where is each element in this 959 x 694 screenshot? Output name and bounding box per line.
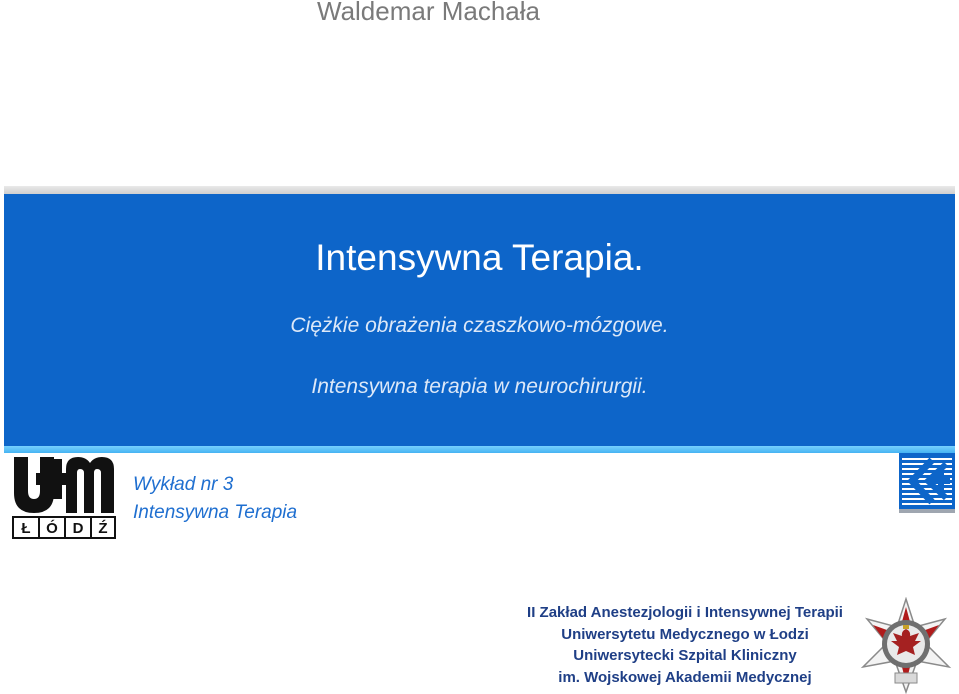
lecture-info bbox=[133, 471, 297, 527]
lecture-topic: Intensywna Terapia bbox=[133, 502, 298, 523]
lecture-number: Wykład nr 3 bbox=[133, 474, 234, 495]
wam-medal-icon bbox=[857, 597, 955, 694]
banner-bottom-strip bbox=[4, 446, 955, 453]
department-line-3: Uniwersytecki Szpital Kliniczny bbox=[573, 647, 797, 664]
logo-letter-2: Ó bbox=[46, 520, 58, 537]
logo-letter-3: D bbox=[72, 520, 84, 537]
hospital-logo-icon bbox=[898, 452, 956, 514]
department-info bbox=[470, 602, 900, 688]
slide-subtitle-1: Ciężkie obrażenia czaszkowo-mózgowe. bbox=[290, 314, 669, 337]
um-lodz-logo bbox=[12, 455, 116, 539]
slide-subtitle-2: Intensywna terapia w neurochirurgii. bbox=[311, 375, 648, 398]
department-line-2: Uniwersytetu Medycznego w Łodzi bbox=[561, 625, 809, 643]
banner-top-strip bbox=[4, 186, 955, 194]
logo-letter-4: Ź bbox=[98, 520, 108, 537]
logo-letter-1: Ł bbox=[21, 520, 31, 537]
title-banner bbox=[4, 194, 955, 446]
department-line-4: im. Wojskowej Akademii Medycznej bbox=[558, 668, 812, 686]
department-line-1: II Zakład Anestezjologii i Intensywnej Terapii bbox=[527, 604, 843, 621]
author-name: Waldemar Machała bbox=[317, 0, 541, 26]
slide-title: Intensywna Terapia. bbox=[315, 237, 644, 278]
